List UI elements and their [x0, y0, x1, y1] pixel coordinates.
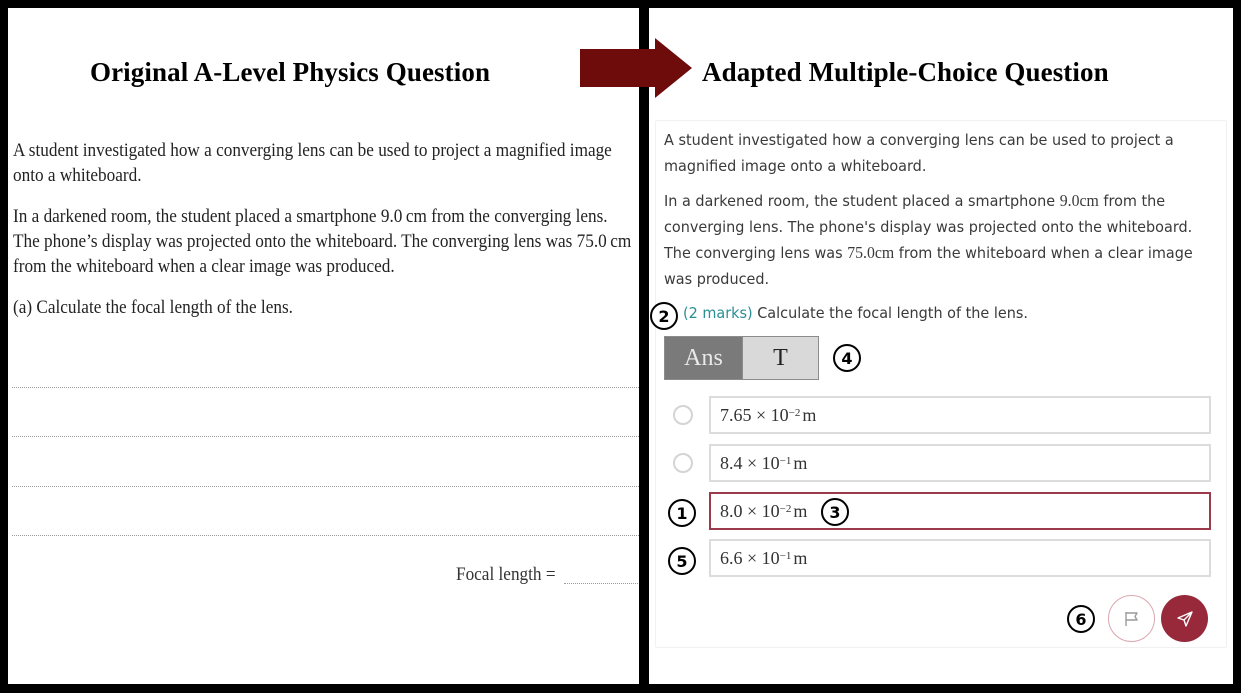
- distance-value: 9.0cm: [1059, 191, 1099, 210]
- question-prompt: [683, 304, 1028, 322]
- original-question-heading: Original A-Level Physics Question: [90, 57, 491, 87]
- original-question-panel: [8, 8, 639, 684]
- submit-button[interactable]: [1161, 595, 1208, 642]
- answer-line: [12, 436, 639, 437]
- option-choice-2[interactable]: 8.4 × 10 $^{-1}$ m: [709, 444, 1211, 482]
- answer-mode-toggle: [664, 336, 819, 380]
- focal-length-label: Focal length =: [456, 565, 556, 585]
- adapted-question-panel: [649, 8, 1233, 684]
- annotation-badge-3: 3: [821, 498, 849, 526]
- answer-line: [12, 387, 639, 388]
- original-paragraph-intro: A student investigated how a converging lens can be used to project a magnified image onto a whiteboard.: [13, 141, 612, 186]
- distance-value: 75.0cm: [847, 243, 895, 262]
- option-radio[interactable]: [673, 453, 693, 473]
- annotation-badge-6: 6: [1067, 605, 1095, 633]
- flag-button[interactable]: [1108, 595, 1155, 642]
- flag-icon: [1123, 610, 1141, 628]
- prompt-text: Calculate the focal length of the lens.: [752, 304, 1028, 322]
- option-radio[interactable]: [673, 405, 693, 425]
- annotation-badge-4: 4: [833, 344, 861, 372]
- annotation-badge-5: 5: [668, 547, 696, 575]
- right-arrow-icon: [580, 38, 692, 98]
- ans-mode-button[interactable]: Ans: [665, 337, 742, 379]
- option-choice-3-selected[interactable]: 8.0 × 10 $^{-2}$ m: [709, 492, 1211, 530]
- send-icon: [1176, 610, 1194, 628]
- adapted-paragraph-setup: In a darkened room, the student placed a smartphone 9.0cm from the converging lens. The phone's display was projected onto the whiteboard. The converging lens was 75.0cm from the whiteboard when a clear image was produced.: [664, 191, 1193, 288]
- focal-length-answer-blank[interactable]: [564, 583, 638, 584]
- option-choice-1[interactable]: 7.65 × 10 $^{-2}$ m: [709, 396, 1211, 434]
- adapted-paragraph-intro: A student investigated how a converging lens can be used to project a magnified image onto a whiteboard.: [664, 131, 1174, 175]
- marks-label: (2 marks): [683, 304, 753, 322]
- original-question-part-a: (a) Calculate the focal length of the lens.: [13, 298, 293, 318]
- annotation-badge-2: 2: [650, 302, 678, 330]
- text-mode-button[interactable]: T: [742, 337, 818, 379]
- option-choice-4[interactable]: 6.6 × 10 $^{-1}$ m: [709, 539, 1211, 577]
- answer-line: [12, 486, 639, 487]
- original-paragraph-setup: In a darkened room, the student placed a smartphone 9.0 cm from the converging lens. The phone’s display was projected onto the whiteboard. The converging lens was 75.0 cm from the whiteboard when a clear image was produced.: [13, 207, 632, 277]
- adapted-question-heading: Adapted Multiple-Choice Question: [702, 57, 1109, 87]
- annotation-badge-1: 1: [668, 499, 696, 527]
- answer-line: [12, 535, 639, 536]
